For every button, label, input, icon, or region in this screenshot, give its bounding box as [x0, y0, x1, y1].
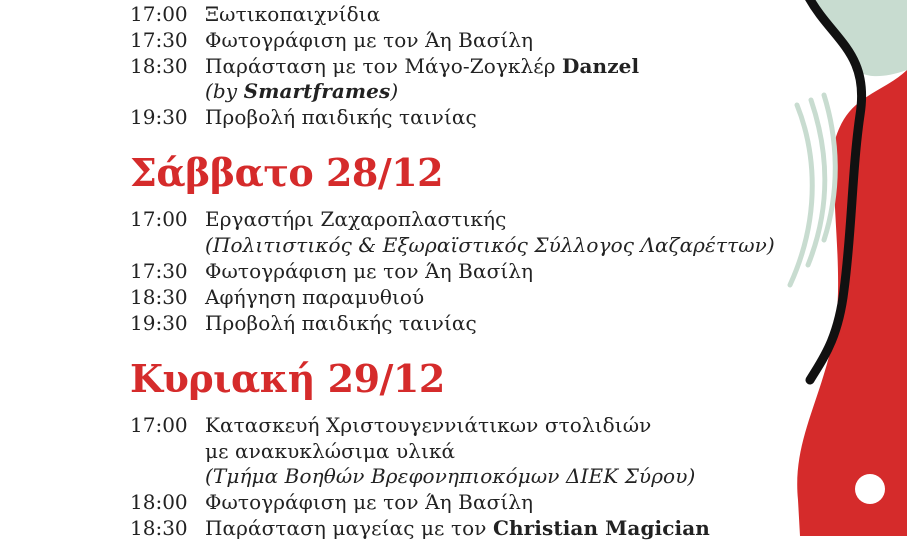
event-time: 17:00	[130, 2, 188, 26]
event-title: Κατασκευή Χριστουγεννιάτικων στολιδιών	[205, 413, 652, 437]
schedule-line	[130, 438, 455, 464]
event-time: 17:00	[130, 413, 188, 437]
event-title: Αφήγηση παραμυθιού	[205, 285, 425, 309]
event-time: 17:00	[130, 207, 188, 231]
event-title: Ξωτικοπαιχνίδια	[205, 2, 381, 26]
event-title: Φωτογράφιση με τον Άη Βασίλη	[205, 490, 534, 514]
performer-name: Christian Magician	[493, 516, 710, 540]
event-time	[130, 463, 205, 489]
event-title: Προβολή παιδικής ταινίας	[205, 105, 477, 129]
schedule-line	[130, 515, 710, 541]
schedule-line	[130, 284, 424, 310]
schedule-line	[130, 78, 398, 104]
event-title-text: Παράσταση με τον Μάγο-Ζογκλέρ	[205, 54, 563, 78]
event-title-text: Παράσταση μαγείας με τον	[205, 516, 493, 540]
event-time: 18:00	[130, 490, 188, 514]
event-time: 17:30	[130, 28, 188, 52]
event-title	[205, 515, 710, 541]
red-ornament-shape	[797, 70, 907, 536]
schedule-line	[130, 53, 639, 79]
event-title	[205, 53, 639, 79]
event-note	[205, 78, 398, 104]
decorative-artwork	[760, 0, 907, 536]
sponsor-name: Smartframes	[243, 79, 391, 103]
event-note: (Πολιτιστικός & Εξωραϊστικός Σύλλογος Λαζαρέττων)	[205, 233, 775, 257]
schedule-line	[130, 463, 695, 489]
event-time	[130, 232, 205, 258]
event-title: Προβολή παιδικής ταινίας	[205, 311, 477, 335]
note-prefix: (by	[205, 79, 244, 103]
event-title: Φωτογράφιση με τον Άη Βασίλη	[205, 259, 534, 283]
event-time: 18:30	[130, 516, 188, 540]
white-dot	[855, 474, 885, 504]
event-time: 18:30	[130, 54, 188, 78]
event-time: 19:30	[130, 311, 188, 335]
schedule-line	[130, 310, 477, 336]
event-title: με ανακυκλώσιμα υλικά	[205, 439, 456, 463]
schedule-line	[130, 258, 533, 284]
schedule-line	[130, 489, 533, 515]
performer-name: Danzel	[562, 54, 640, 78]
event-time	[130, 438, 205, 464]
event-title: Εργαστήρι Ζαχαροπλαστικής	[205, 207, 507, 231]
schedule-line	[130, 27, 533, 53]
schedule-line	[130, 104, 477, 130]
event-time: 18:30	[130, 285, 188, 309]
event-title: Φωτογράφιση με τον Άη Βασίλη	[205, 28, 534, 52]
day-heading-saturday: Σάββατο 28/12	[130, 150, 444, 195]
event-note: (Τμήμα Βοηθών Βρεφονηπιοκόμων ΔΙΕΚ Σύρου)	[205, 464, 696, 488]
schedule-line	[130, 232, 775, 258]
event-time	[130, 78, 205, 104]
day-heading-sunday: Κυριακή 29/12	[130, 356, 445, 401]
event-time: 19:30	[130, 105, 188, 129]
note-suffix: )	[390, 79, 399, 103]
event-time: 17:30	[130, 259, 188, 283]
schedule-line	[130, 1, 380, 27]
schedule-line	[130, 206, 506, 232]
schedule-line	[130, 412, 651, 438]
